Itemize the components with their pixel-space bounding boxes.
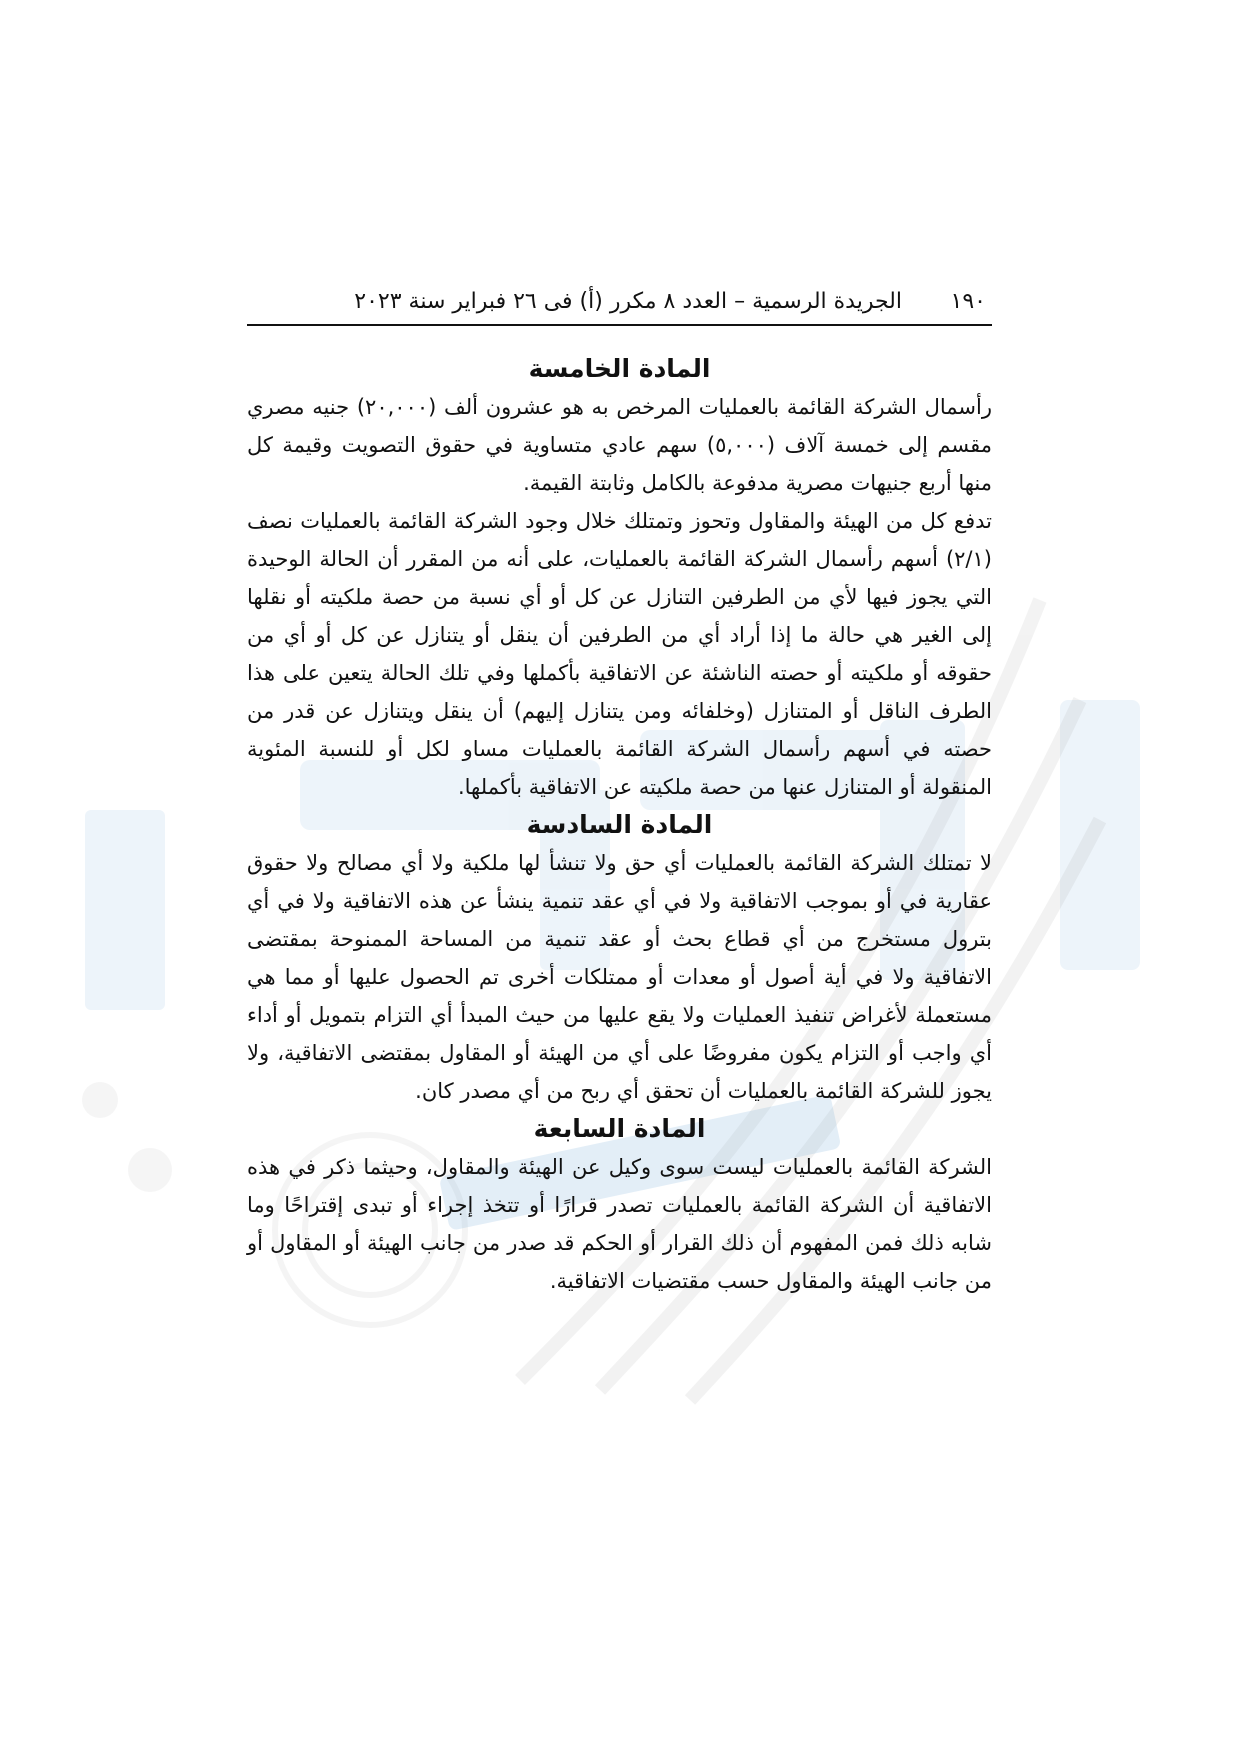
article-paragraph: رأسمال الشركة القائمة بالعمليات المرخص به هو عشرون ألف (٢٠,٠٠٠) جنيه مصري مقسم إلى خمسة آلاف (٥,٠٠٠) سهم عادي متساوية في حقوق التصويت وقيمة كل منها أربع جنيهات مصرية مدفوعة بالكامل وثابتة القيمة. [247, 395, 992, 495]
article-heading: المادة الخامسة [528, 354, 711, 383]
article-heading: المادة السابعة [533, 1114, 706, 1143]
article-paragraph: الشركة القائمة بالعمليات ليست سوى وكيل عن الهيئة والمقاول، وحيثما ذكر في هذه الاتفاقية أن الشركة القائمة بالعمليات تصدر قرارًا أو تتخذ إجراء أو تبدى إقتراحًا وما شابه ذلك فمن المفهوم أن ذلك القرار أو الحكم قد صدر من جانب الهيئة أو المقاول أو من جانب الهيئة والمقاول حسب مقتضيات الاتفاقية. [247, 1155, 992, 1293]
running-header [247, 282, 992, 326]
document-body [247, 350, 992, 1300]
page-number: ١٩٠ [950, 289, 986, 314]
article-paragraph: لا تمتلك الشركة القائمة بالعمليات أي حق ولا تنشأ لها ملكية ولا أي مصالح ولا حقوق عقارية في أو بموجب الاتفاقية ولا في أي عقد تنمية ينشأ عن هذه الاتفاقية ولا في أي بترول مستخرج من أي قطاع بحث أو عقد تنمية من المساحة الممنوحة بمقتضى الاتفاقية ولا في أية أصول أو معدات أو ممتلكات أخرى تم الحصول عليها أو مما هي مستعملة لأغراض تنفيذ العمليات ولا يقع عليها من حيث المبدأ أي التزام بتمويل أو أداء أي واجب أو التزام يكون مفروضًا على أي من الهيئة أو المقاول بمقتضى الاتفاقية، ولا يجوز للشركة القائمة بالعمليات أن تحقق أي ربح من أي مصدر كان. [247, 851, 992, 1103]
article-five [247, 350, 992, 806]
article-paragraph: تدفع كل من الهيئة والمقاول وتحوز وتمتلك خلال وجود الشركة القائمة بالعمليات نصف (٢/١) أسهم رأسمال الشركة القائمة بالعمليات، على أنه من المقرر أن الحالة الوحيدة التي يجوز فيها لأي من الطرفين التنازل عن كل أو أي نسبة من حصة ملكيته أو نقلها إلى الغير هي حالة ما إذا أراد أي من الطرفين أن ينقل أو يتنازل عن كل أو أي من حقوقه أو ملكيته أو حصته الناشئة عن الاتفاقية بأكملها وفي تلك الحالة يتعين على هذا الطرف الناقل أو المتنازل (وخلفائه ومن يتنازل إليهم) أن ينقل ويتنازل عن قدر من حصته في أسهم رأسمال الشركة القائمة بالعمليات مساو لكل أو للنسبة المئوية المنقولة أو المتنازل عنها من حصة ملكيته عن الاتفاقية بأكملها. [247, 509, 992, 799]
article-heading: المادة السادسة [526, 810, 713, 839]
article-seven [247, 1110, 992, 1300]
article-six [247, 806, 992, 1110]
gazette-issue-title: الجريدة الرسمية – العدد ٨ مكرر (أ) فى ٢٦ فبراير سنة ٢٠٢٣ [354, 289, 902, 314]
